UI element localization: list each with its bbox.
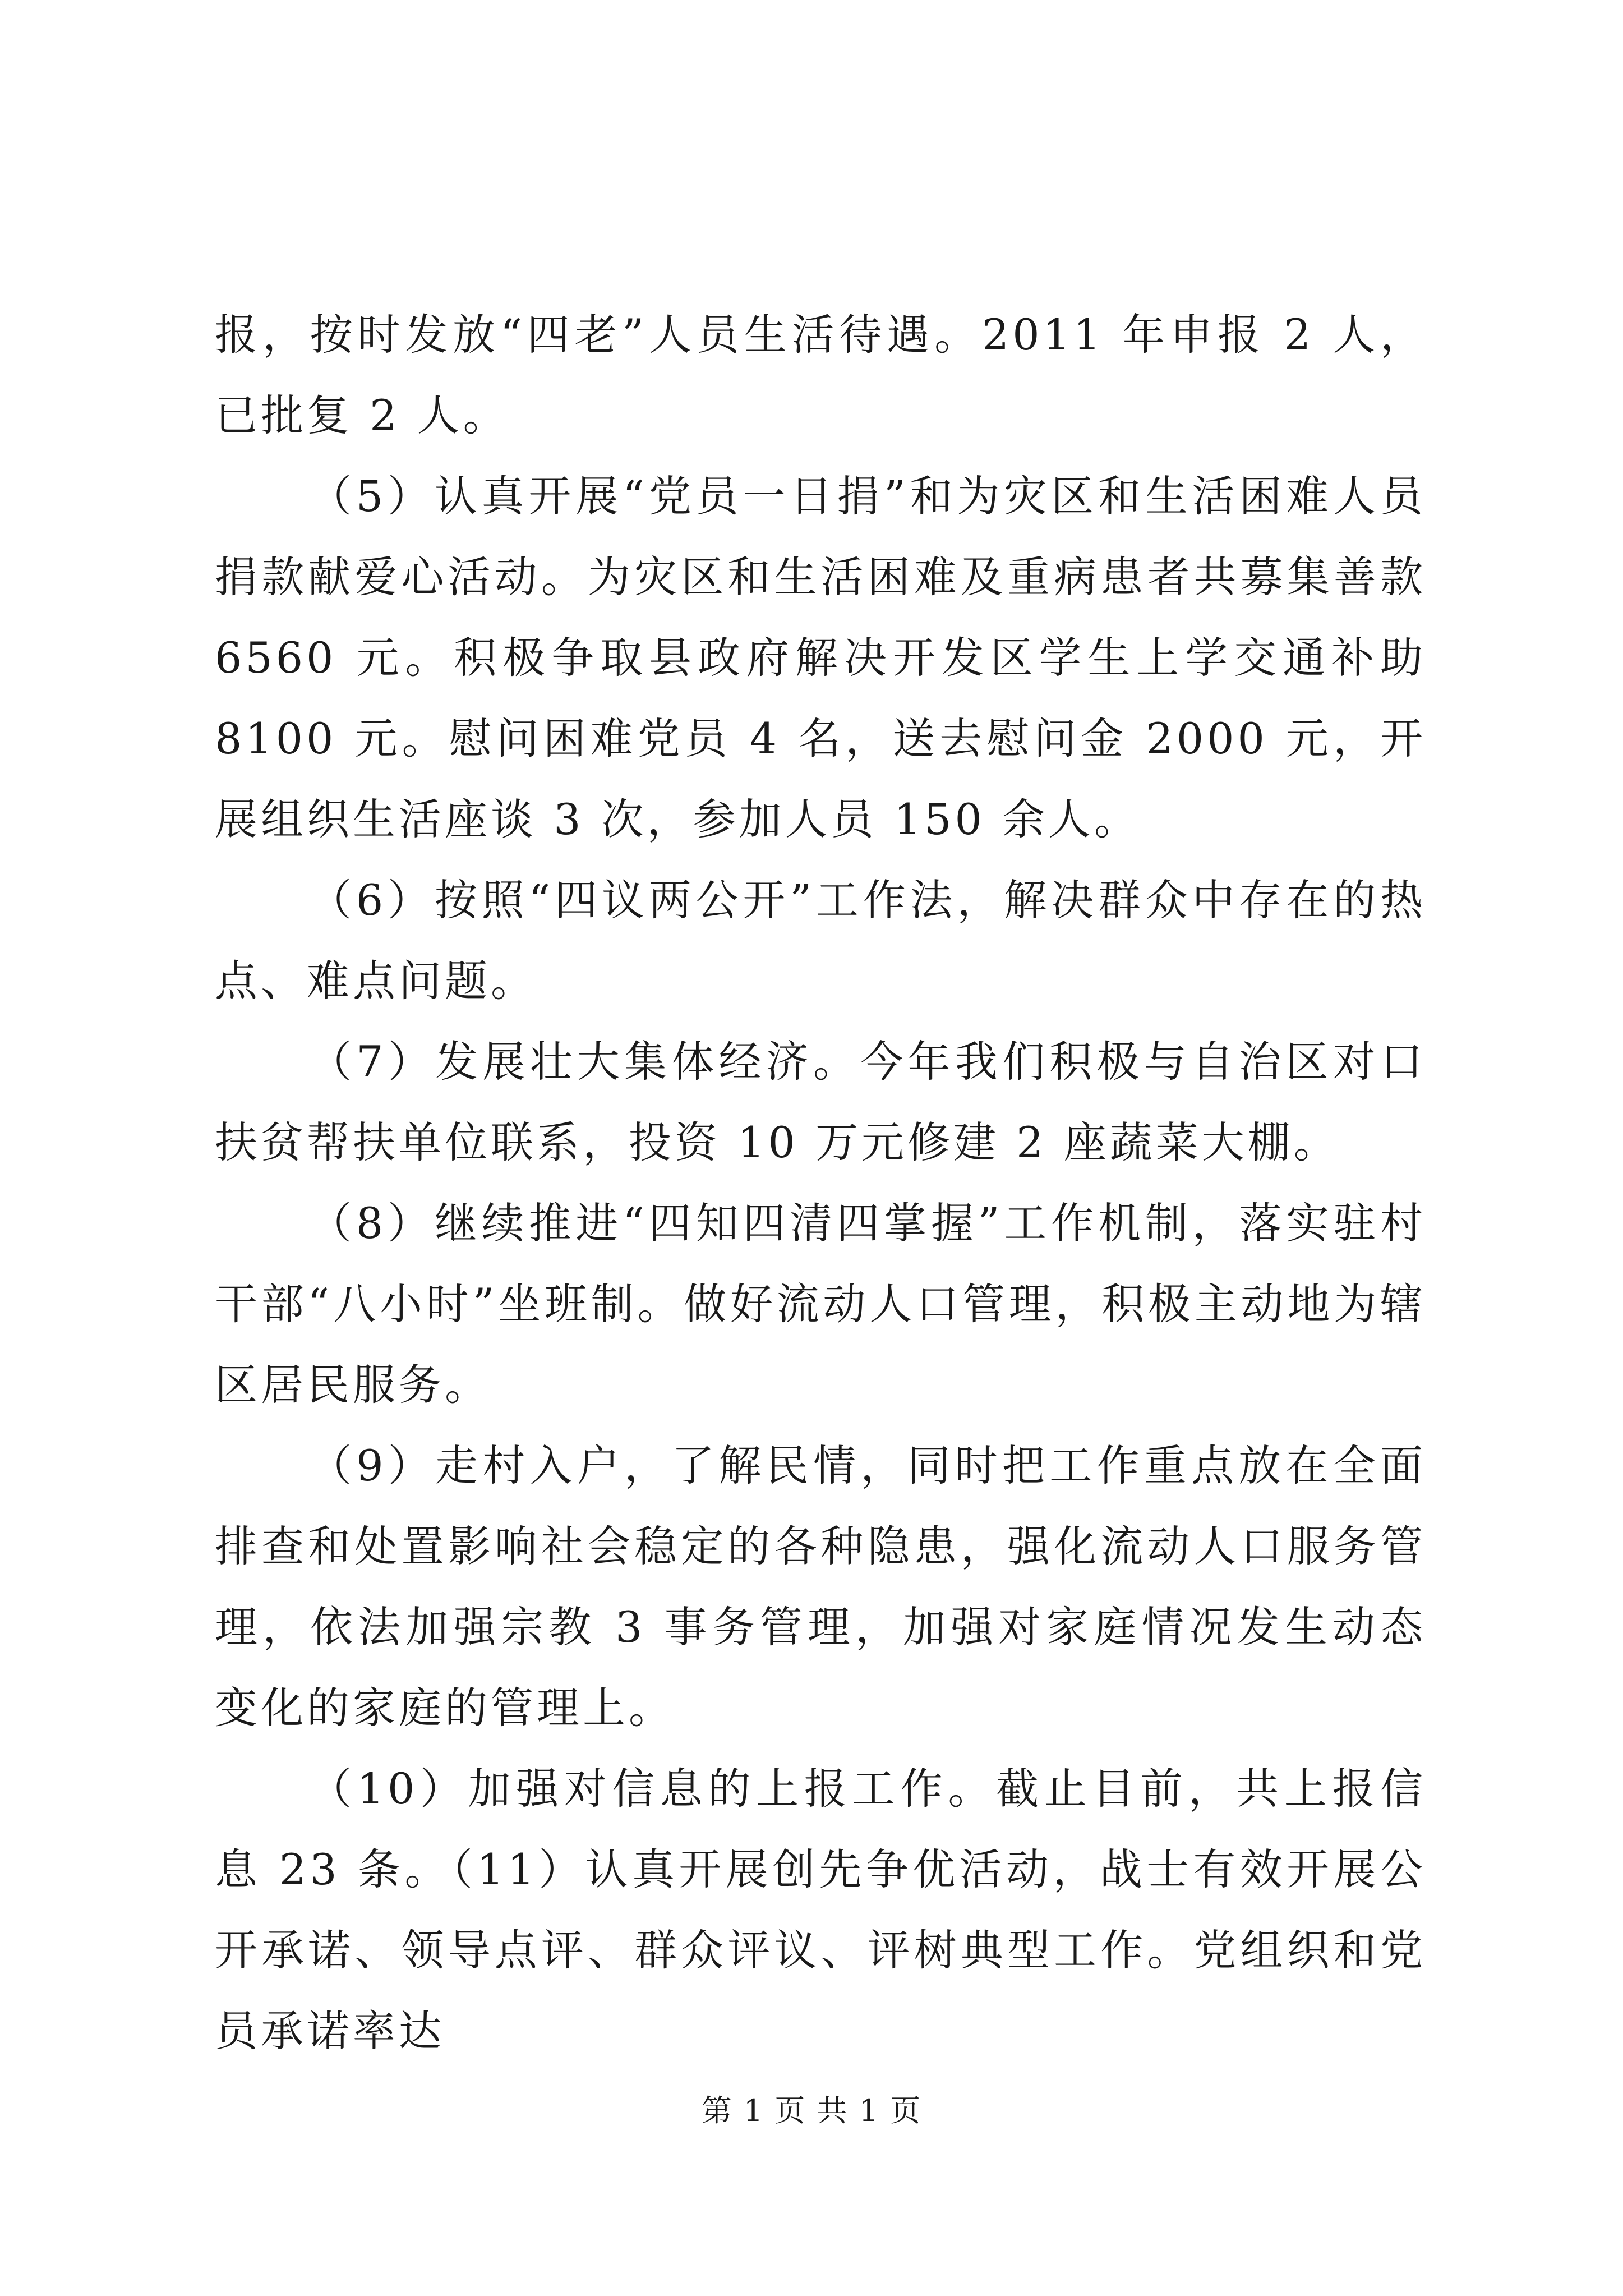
page-indicator: 第 1 页 共 1 页 (701, 2093, 922, 2128)
paragraph-item-6: （6）按照“四议两公开”工作法，解决群众中存在的热点、难点问题。 (215, 875, 1426, 1006)
paragraph-item-7: （7）发展壮大集体经济。今年我们积极与自治区对口扶贫帮扶单位联系，投资 10 万元修建 2 座蔬菜大棚。 (215, 1037, 1426, 1167)
paragraph-item-10: （10）加强对信息的上报工作。截止目前，共上报信息 23 条。（11）认真开展创先争优活动，战士有效开展公开承诺、领导点评、群众评议、评树典型工作。党组织和党员承诺率达 (215, 1764, 1426, 2056)
document-body (215, 295, 1426, 2072)
paragraph-item-5: （5）认真开展“党员一日捐”和为灾区和生活困难人员捐款献爱心活动。为灾区和生活困难及重病患者共募集善款 6560 元。积极争取县政府解决开发区学生上学交通补助 8100 元。慰问困难党员 4 名，送去慰问金 2000 元，开展组织生活座谈 3 次，参加人员 150 余人。 (215, 471, 1426, 844)
paragraph-continued: 报，按时发放“四老”人员生活待遇。2011 年申报 2 人，已批复 2 人。 (215, 310, 1426, 440)
page-footer (0, 2091, 1623, 2131)
paragraph-item-8: （8）继续推进“四知四清四掌握”工作机制，落实驻村干部“八小时”坐班制。做好流动人口管理，积极主动地为辖区居民服务。 (215, 1198, 1426, 1410)
paragraph-item-9: （9）走村入户，了解民情，同时把工作重点放在全面排查和处置影响社会稳定的各种隐患，强化流动人口服务管理，依法加强宗教 3 事务管理，加强对家庭情况发生动态变化的家庭的管理上。 (215, 1441, 1426, 1733)
